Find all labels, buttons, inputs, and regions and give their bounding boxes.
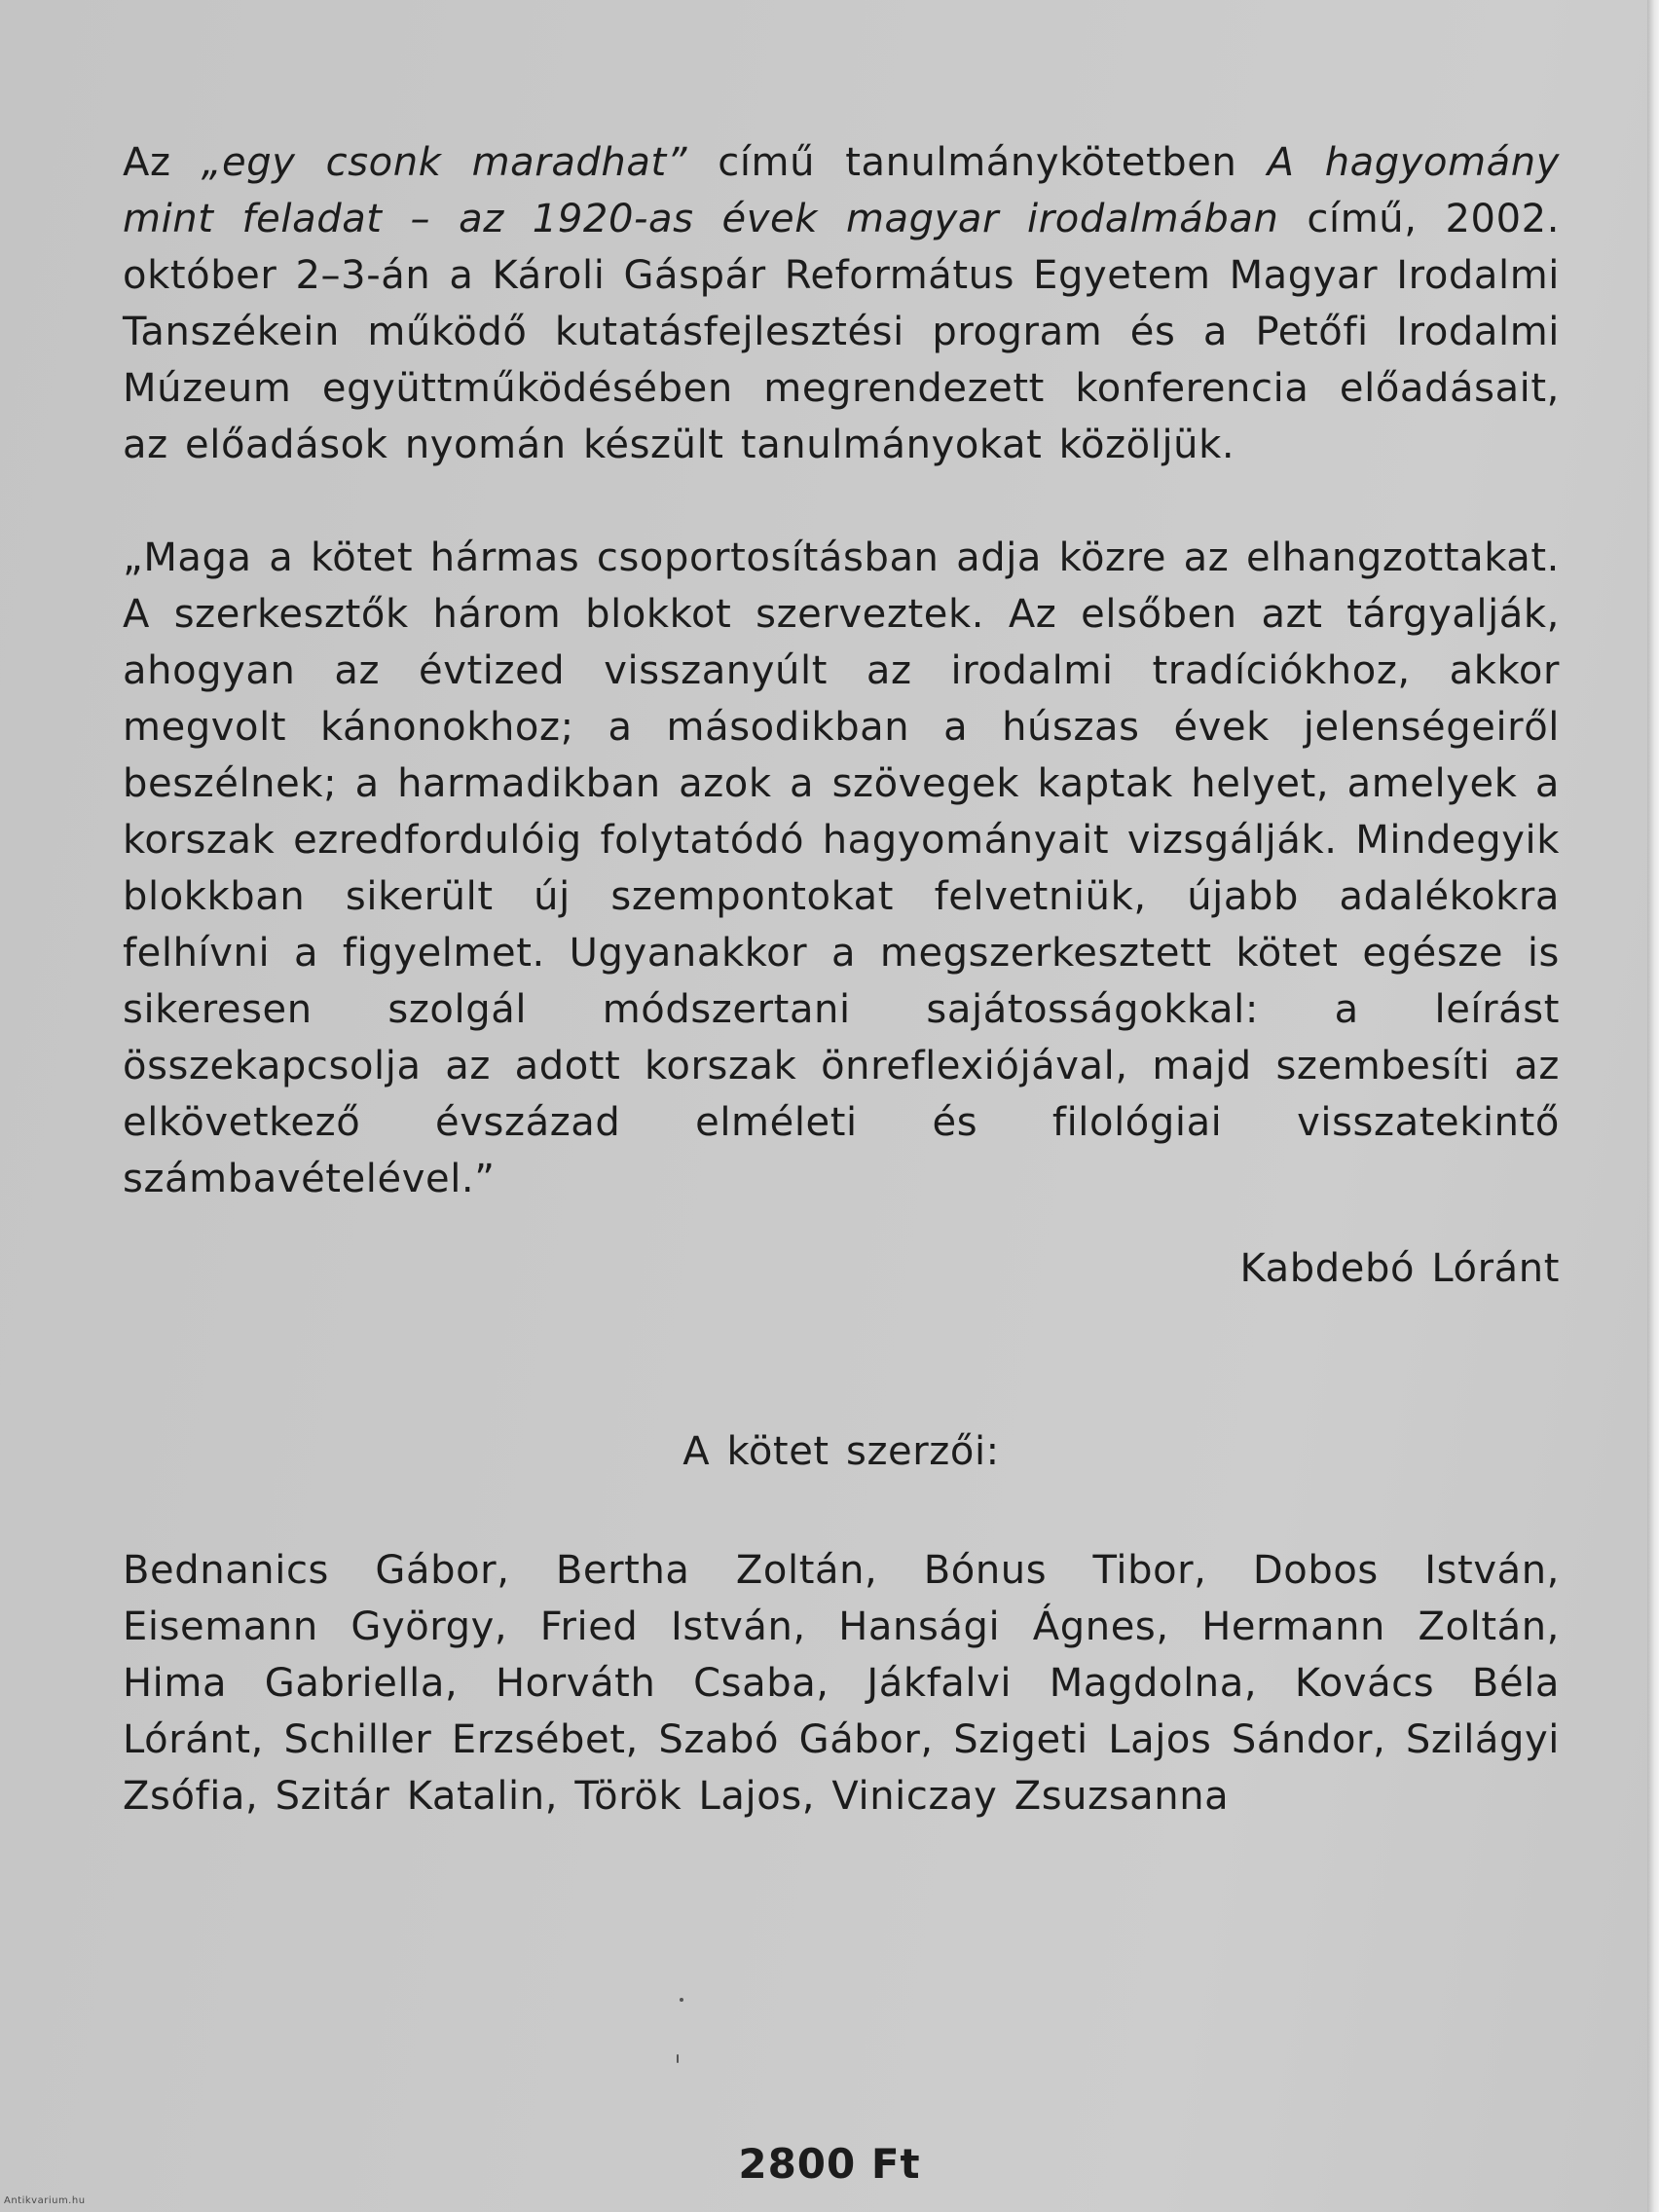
quote-author: Kabdebó Lóránt (1239, 1246, 1560, 1291)
dust-speck (677, 2054, 679, 2063)
authors-heading: A kötet szerzői: (682, 1429, 1000, 1474)
intro-italic-title: „egy csonk maradhat” (201, 140, 688, 185)
authors-list: Bednanics Gábor, Bertha Zoltán, Bónus Tibor, Dobos István, Eisemann György, Fried István, Hansági Ágnes, Hermann Zoltán, Hima Gabriella, Horváth Csaba, Jákfalvi Magdolna, Kovács Béla Lóránt, Schiller Erzsébet, Szabó Gábor, Szigeti Lajos Sándor, Szilágyi Zsófia, Szitár Katalin, Török Lajos, Viniczay Zsuzsanna (123, 1548, 1560, 1819)
dust-speck (680, 1998, 683, 2002)
intro-paragraph (123, 134, 1560, 473)
intro-italic-book-title: A hagyomány mint feladat – az 1920-as évek magyar irodalmában (123, 140, 1560, 241)
watermark-text: Antikvarium.hu (4, 2195, 86, 2206)
intro-text-2: című tanulmánykötetben (687, 140, 1268, 185)
intro-text-3: című, 2002. október 2–3-án a Károli Gáspár Református Egyetem Magyar Irodalmi Tanszékein működő kutatásfejlesztési program és a Petőfi Irodalmi Múzeum együttműködésében megrendezett konferencia előadásait, az előadások nyomán készült tanulmányokat közöljük. (123, 197, 1561, 467)
page-edge (1647, 0, 1659, 2212)
quote-paragraph: „Maga a kötet hármas csoportosításban adja közre az elhangzottakat. A szerkesztők három blokkot szerveztek. Az elsőben azt tárgyalják, ahogyan az évtized visszanyúlt az irodalmi tradíciókhoz, akkor megvolt kánonokhoz; a másodikban a húszas évek jelenségeiről beszélnek; a harmadikban azok a szövegek kaptak helyet, amelyek a korszak ezredfordulóig folytatódó hagyományait vizsgálják. Mindegyik blokkban sikerült új szempontokat felvetniük, újabb adalékokra felhívni a figyelmet. Ugyanakkor a megszerkesztett kötet egésze is sikeresen szolgál módszertani sajátosságokkal: a leírást összekapcsolja az adott korszak önreflexiójával, majd szembesíti az elkövetkező évszázad elméleti és filológiai visszatekintő számbavételével.” (123, 535, 1560, 1201)
price-label: 2800 Ft (738, 2140, 921, 2188)
back-cover-text (123, 134, 1560, 1825)
intro-text-1: Az (123, 140, 202, 185)
